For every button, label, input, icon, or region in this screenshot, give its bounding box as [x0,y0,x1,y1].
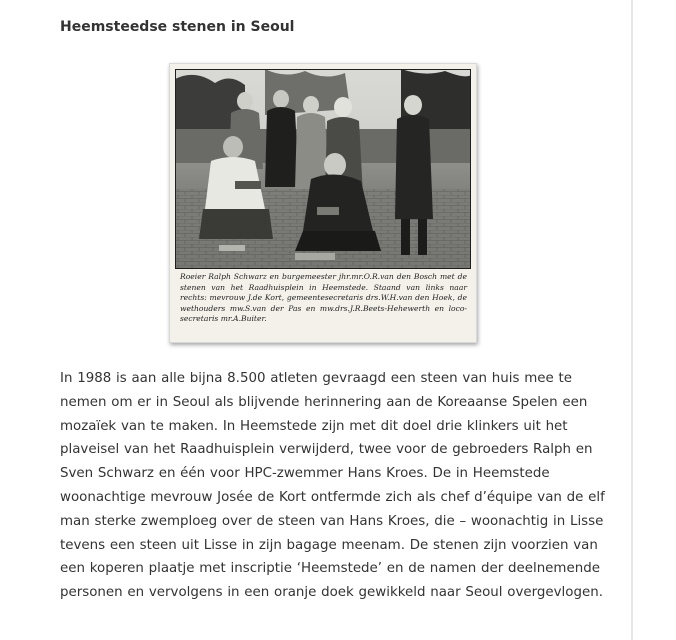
article-title: Heemsteedse stenen in Seoul [60,19,295,35]
archive-photo [175,69,471,269]
content-column-border [631,0,633,640]
photo-figure [169,63,477,343]
article-body: In 1988 is aan alle bijna 8.500 atleten gevraagd een steen van huis mee te nemen om er in Seoul als blijvende herinnering aan de Koreaanse Spelen een mozaïek van te maken. In Heemstede zijn met dit doel drie klinkers uit het plaveisel van het Raadhuisplein verwijderd, twee voor de gebroeders Ralph en Sven Schwarz en één voor HPC-zwemmer Hans Kroes. De in Heemstede woonachtige mevrouw Josée de Kort ontfermde zich als chef d’équipe van de elf man sterke zwemploeg over de steen van Hans Kroes, die – woonachtig in Lisse tevens een steen uit Lisse in zijn bagage meenam. De stenen zijn voorzien van een koperen plaatje met inscriptie ‘Heemstede’ en de namen der deelnemende personen en vervolgens in een oranje doek gewikkeld naar Seoul overgevlogen. [60,371,605,601]
photo-caption: Roeier Ralph Schwarz en burgemeester jhr.mr.O.R.van den Bosch met de stenen van het Raadhuisplein in Heemstede. Staand van links naar rechts: mevrouw J.de Kort, gemeentesecretaris drs.W.H.van den Hoek, de wethouders mw.S.van der Pas en mw.drs.J.R.Beets-Hehewerth en loco-secretaris mr.A.Buiter. [180,272,467,324]
